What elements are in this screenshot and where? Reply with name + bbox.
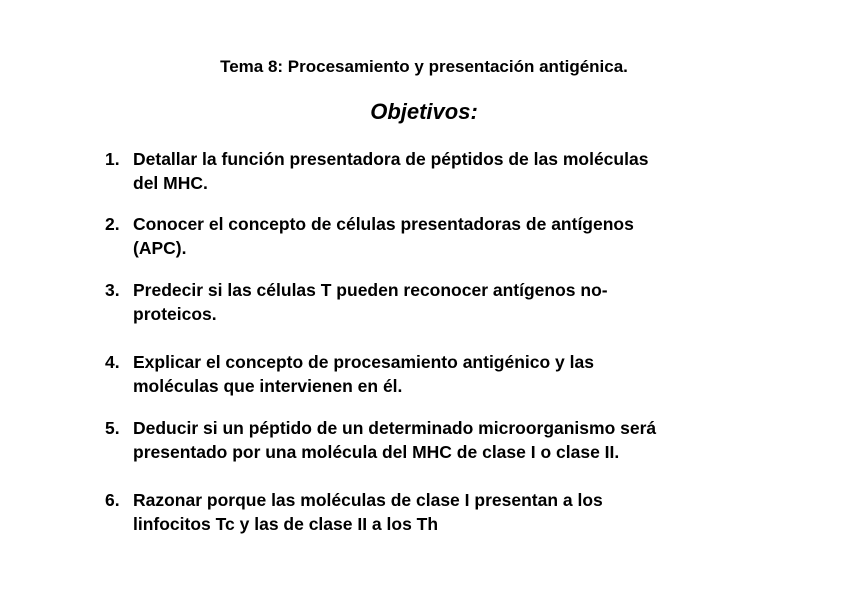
objective-item [105,147,765,195]
slide-title: Tema 8: Procesamiento y presentación antigénica. [220,57,628,76]
objective-item [105,350,765,398]
objective-item [105,488,765,536]
objective-number: 6. [105,490,120,510]
slide-subtitle: Objetivos: [370,99,478,124]
objective-number: 3. [105,280,120,300]
objective-text: Predecir si las células T pueden reconocer antígenos no- proteicos. [133,280,608,324]
objective-number: 4. [105,352,120,372]
objective-item [105,278,765,326]
objective-text: Deducir si un péptido de un determinado microorganismo será presentado por una molécula del MHC de clase I o clase II. [133,418,657,462]
objective-number: 5. [105,418,120,438]
objective-number: 1. [105,149,120,169]
objective-item [105,416,765,464]
objective-item [105,212,765,260]
objective-text: Explicar el concepto de procesamiento antigénico y las moléculas que intervienen en él. [133,352,594,396]
objective-text: Detallar la función presentadora de péptidos de las moléculas del MHC. [133,149,649,193]
objective-number: 2. [105,214,120,234]
objective-text: Conocer el concepto de células presentadoras de antígenos (APC). [133,214,634,258]
objective-text: Razonar porque las moléculas de clase I presentan a los linfocitos Tc y las de clase II a los Th [133,490,603,534]
